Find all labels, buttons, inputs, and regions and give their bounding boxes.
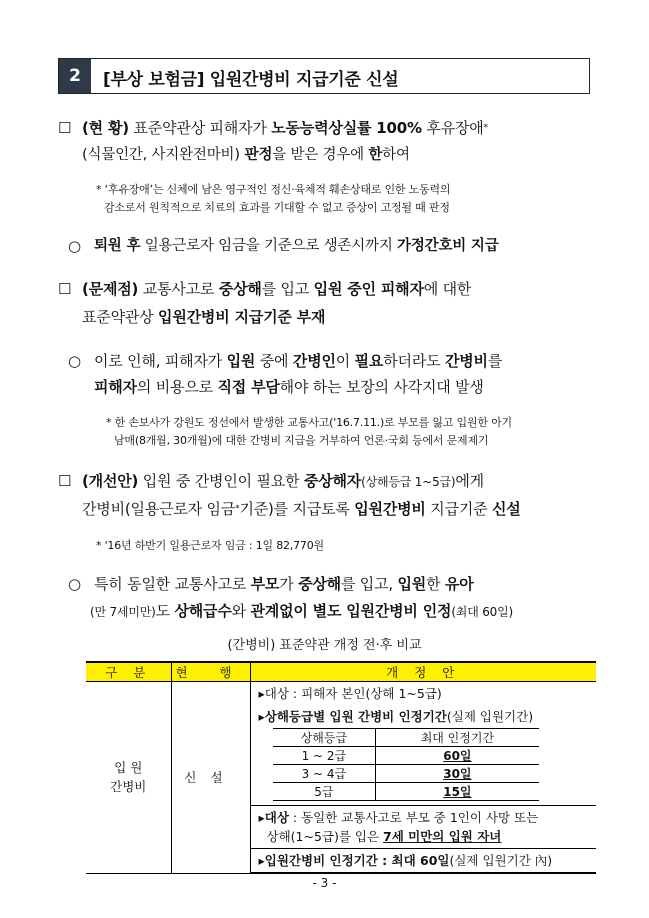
revision-item-4: ▸입원간병비 인정기간 : 최대 60일(실제 입원기간 內) [250, 849, 596, 874]
subtable-row: 1 ~ 2급 60일 [273, 747, 539, 765]
current-cell: 신설 [171, 682, 250, 874]
problem-bullet-line-1: 이로 인해, 피해자가 입원 중에 간병인이 필요하더라도 간병비를 [94, 352, 503, 370]
problem-line-1: (문제점) 교통사고로 중상해를 입고 입원 중인 피해자에 대한 [82, 280, 472, 298]
table-header-current: 현 행 [171, 662, 250, 682]
table-header-category: 구 분 [86, 662, 171, 682]
circle-bullet-icon: ○ [68, 352, 81, 370]
page-number: - 3 - [312, 876, 337, 890]
improvement-note: * '16년 하반기 일용근로자 임금 : 1일 82,770원 [96, 539, 324, 552]
subtable-header-period: 최대 인정기간 [376, 729, 539, 747]
problem-bullet-line-2: 피해자의 비용으로 직접 부담해야 하는 보장의 사각지대 발생 [94, 378, 484, 396]
checkbox-icon: ☐ [58, 280, 72, 298]
revision-item-1: ▸대상 : 피해자 본인(상해 1~5급) [258, 686, 442, 701]
current-line-1: (현 황) 표준약관상 피해자가 노동능력상실률 100% 후유장애* [82, 119, 488, 137]
table-header-row [86, 662, 596, 682]
subtable-header-grade: 상해등급 [273, 729, 376, 747]
subtable-row: 5급 15일 [273, 783, 539, 801]
revision-item-3: ▸대상 : 동일한 교통사고로 부모 중 1인이 사망 또는 상해(1~5급)를 입은 7세 미만의 입원 자녀 [250, 806, 596, 849]
improvement-bullet-line-1: 특히 동일한 교통사고로 부모가 중상해를 입고, 입원한 유아 [94, 575, 474, 593]
improvement-line-2: 간병비(일용근로자 임금*기준)를 지급토록 입원간병비 지급기준 신설 [82, 500, 521, 518]
subtable-row: 3 ~ 4급 30일 [273, 765, 539, 783]
checkbox-icon: ☐ [58, 119, 72, 137]
improvement-bullet-line-2: (만 7세미만)도 상해급수와 관계없이 별도 입원간병비 인정(최대 60일) [90, 602, 513, 620]
current-note-1: * ‘후유장애’는 신체에 남은 영구적인 정신·육체적 훼손상태로 인한 노동력의 [96, 183, 451, 196]
problem-note-2: 남매(8개월, 30개월)에 대한 간병비 지급을 거부하여 언론·국회 등에서 문제제기 [114, 434, 489, 447]
table-row [86, 682, 596, 706]
section-header [58, 58, 590, 94]
table-caption: (간병비) 표준약관 개정 전·후 비교 [227, 638, 422, 653]
problem-line-2: 표준약관상 입원간병비 지급기준 부재 [82, 308, 326, 326]
section-title: [부상 보험금] 입원간병비 지급기준 신설 [103, 70, 399, 90]
improvement-line-1: (개선안) 입원 중 간병인이 필요한 중상해자(상해등급 1~5급)에게 [82, 472, 484, 490]
checkbox-icon: ☐ [58, 472, 72, 490]
grade-subtable [273, 728, 539, 801]
current-note-2: 감소로서 원칙적으로 치료의 효과를 기대할 수 없고 증상이 고정될 때 판정 [104, 201, 450, 214]
revision-item-2: ▸상해등급별 입원 간병비 인정기간(실제 입원기간) 상해등급 최대 인정기간 1 ~ 2급 60일 3 ~ 4급 30일 5급 15일 [250, 705, 596, 806]
table-header-revision: 개 정 안 [250, 662, 596, 682]
circle-bullet-icon: ○ [68, 237, 81, 255]
section-number: 2 [59, 59, 91, 93]
problem-note-1: * 한 손보사가 강원도 정선에서 발생한 교통사고('16.7.11.)로 부모를 잃고 입원한 아기 [106, 416, 512, 429]
current-line-2: (식물인간, 사지완전마비) 판정을 받은 경우에 한하여 [82, 147, 410, 163]
row-label: 입 원 간병비 [86, 682, 171, 874]
current-bullet: 퇴원 후 일용근로자 임금을 기준으로 생존시까지 가정간호비 지급 [94, 238, 499, 254]
comparison-table [86, 661, 596, 874]
circle-bullet-icon: ○ [68, 575, 81, 593]
